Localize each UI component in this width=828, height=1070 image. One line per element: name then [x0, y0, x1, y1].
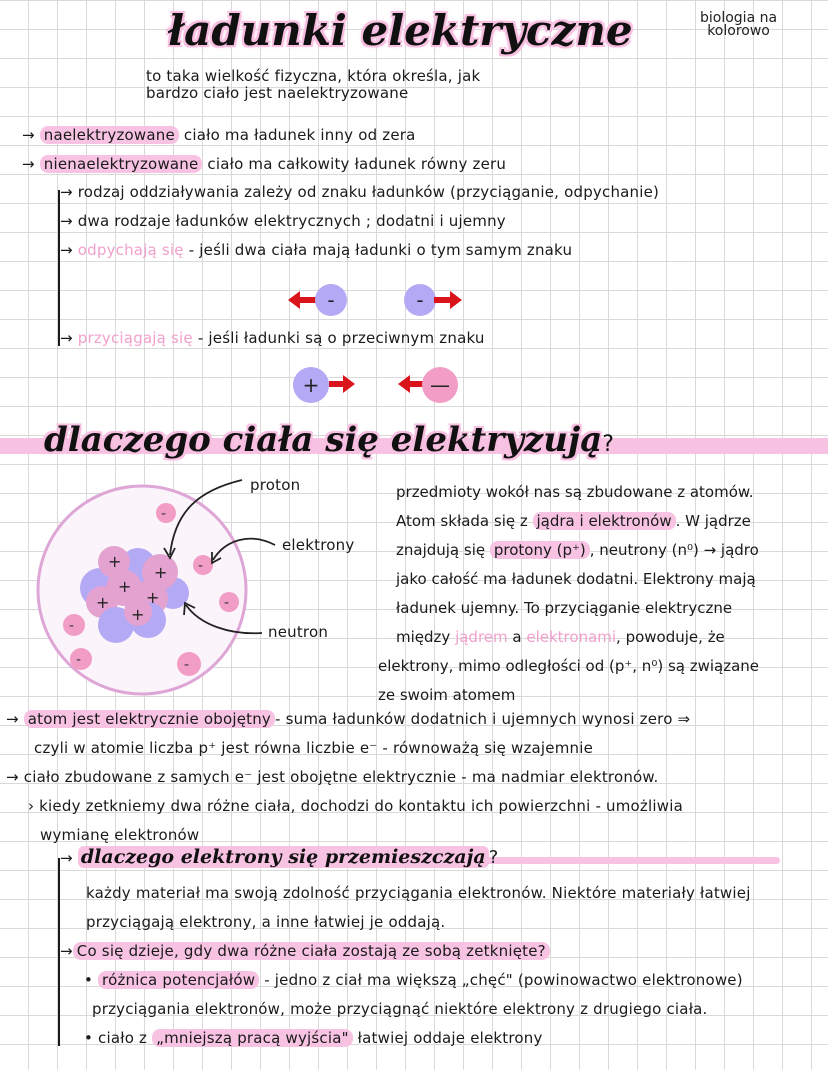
sub-item [60, 212, 506, 230]
arrow-icon: → [60, 212, 73, 230]
arrow-icon: → [60, 183, 73, 201]
bullet-item [84, 971, 743, 989]
bullet-text: łatwiej oddaje elektrony [352, 1029, 543, 1047]
brand-label [700, 12, 777, 38]
svg-text:-: - [69, 618, 75, 634]
svg-text:+: + [118, 577, 132, 596]
svg-text:+: + [146, 588, 160, 607]
question-line [60, 942, 550, 960]
text: . W jądrze [675, 512, 751, 530]
section-heading [44, 420, 614, 460]
text: znajdują się [396, 541, 490, 559]
definition-line-2: bardzo ciało jest naelektryzowane [146, 84, 409, 102]
svg-text:-: - [184, 657, 190, 673]
negative-charge: — [422, 367, 458, 403]
question-mark: ? [488, 847, 499, 868]
arrow-icon: → [60, 241, 73, 259]
brand-line-2: kolorowo [707, 23, 770, 39]
svg-text:+: + [108, 552, 122, 571]
highlight-term: jądra i elektronów [533, 512, 676, 530]
sub-item [60, 329, 485, 347]
list-item [6, 710, 690, 728]
paragraph-line [396, 623, 725, 652]
svg-text:-: - [224, 595, 230, 611]
bullet-text: - jedno z ciał ma większą „chęć" (powinowactwo elektronowe) [259, 971, 743, 989]
paragraph-line: elektrony, mimo odległości od (p⁺, n⁰) są związane [378, 657, 760, 675]
text: między [396, 628, 456, 646]
sub-item-text: rodzaj oddziaływania zależy od znaku ładunków (przyciąganie, odpychanie) [77, 183, 660, 201]
paragraph-line [396, 536, 759, 565]
sub-item-text: - jeśli ładunki są o przeciwnym znaku [192, 329, 485, 347]
paragraph-line: jako całość ma ładunek dodatni. Elektrony mają [396, 570, 756, 588]
svg-text:+: + [96, 593, 110, 612]
text: Atom składa się z [396, 512, 533, 530]
sub-item [60, 183, 659, 201]
svg-text:+: + [154, 563, 168, 582]
list-item [22, 126, 416, 144]
arrow-right-icon [434, 297, 452, 303]
bullet-item-cont: przyciągania elektronów, może przyciągnąć niektóre elektrony z drugiego ciała. [92, 1000, 708, 1018]
arrow-icon: → [60, 849, 73, 867]
highlight-term: nienaelektryzowane [40, 155, 203, 173]
item-text: ciało ma całkowity ładunek równy zeru [202, 155, 507, 173]
arrow-icon: → [6, 768, 19, 786]
text: , powoduje, że [616, 628, 725, 646]
heading-text: dlaczego ciała się elektryzują [44, 420, 603, 460]
svg-text:-: - [198, 558, 204, 574]
paragraph-line: ładunek ujemny. To przyciąganie elektryczne [396, 599, 733, 617]
sub-item-text: dwa rodzaje ładunków elektrycznych ; dodatni i ujemny [77, 212, 506, 230]
definition [146, 68, 480, 102]
chevron-icon: › [28, 797, 35, 815]
text: a [507, 628, 527, 646]
paragraph-line: przyciągają elektrony, a inne łatwiej je oddają. [86, 913, 446, 931]
highlight-term: różnica potencjałów [98, 971, 259, 989]
highlight-term: naelektryzowane [40, 126, 179, 144]
list-item [22, 155, 506, 173]
atom-diagram [0, 470, 380, 700]
svg-text:-: - [161, 506, 167, 522]
arrow-icon: → [60, 942, 73, 960]
list-item [6, 768, 658, 786]
arrow-icon: → [22, 126, 35, 144]
highlight-term: protony (p⁺) [490, 541, 590, 559]
sub-heading [60, 846, 499, 868]
arrow-icon: → [22, 155, 35, 173]
sub-item-text: - jeśli dwa ciała mają ładunki o tym samym znaku [183, 241, 573, 259]
label-electrons: elektrony [282, 536, 355, 554]
item-text: - suma ładunków dodatnich i ujemnych wynosi zero ⇒ [275, 710, 691, 728]
pink-term: elektronami [526, 628, 617, 646]
sub-item [60, 241, 572, 259]
definition-line-1: to taka wielkość fizyczna, która określa, jak [146, 67, 481, 85]
list-item-cont: wymianę elektronów [40, 826, 200, 844]
paragraph-line: przedmioty wokół nas są zbudowane z atomów. [396, 483, 754, 501]
heading-text: dlaczego elektrony się przemieszczają [78, 846, 489, 868]
arrow-right-icon [329, 381, 345, 387]
paragraph-line: każdy materiał ma swoją zdolność przyciągania elektronów. Niektóre materiały łatwiej [86, 884, 751, 902]
negative-charge: - [315, 284, 347, 316]
highlight-term: „mniejszą pracą wyjścia" [152, 1029, 353, 1047]
arrow-icon: → [60, 329, 73, 347]
list-item-cont: czyli w atomie liczba p⁺ jest równa liczbie e⁻ - równoważą się wzajemnie [34, 739, 594, 757]
negative-charge: - [404, 284, 436, 316]
paragraph-line [396, 507, 751, 536]
bullet-icon: • [84, 1029, 94, 1047]
item-text: ciało ma ładunek inny od zera [178, 126, 416, 144]
bullet-text: ciało z [98, 1029, 153, 1047]
text: , neutrony (n⁰) → jądro [589, 541, 759, 559]
highlight-term: atom jest elektrycznie obojętny [24, 710, 275, 728]
svg-text:-: - [76, 652, 82, 668]
pink-term: przyciągają się [77, 329, 193, 347]
bullet-item [84, 1029, 543, 1047]
list-item [28, 797, 683, 815]
svg-text:+: + [131, 605, 145, 624]
bullet-icon: • [84, 971, 94, 989]
paragraph-line: ze swoim atomem [378, 686, 516, 704]
pink-term: jądrem [455, 628, 508, 646]
highlight-question: Co się dzieje, gdy dwa różne ciała zostają ze sobą zetknięte? [73, 942, 550, 960]
question-mark: ? [602, 432, 614, 457]
arrow-icon: → [6, 710, 19, 728]
pink-term: odpychają się [77, 241, 184, 259]
item-text: kiedy zetkniemy dwa różne ciała, dochodzi do kontaktu ich powierzchni - umożliwia [39, 797, 683, 815]
label-neutron: neutron [268, 623, 329, 641]
positive-charge: + [293, 367, 329, 403]
item-text: ciało zbudowane z samych e⁻ jest obojętne elektrycznie - ma nadmiar elektronów. [23, 768, 659, 786]
label-proton: proton [250, 476, 301, 494]
brand-line-1: biologia na [700, 10, 778, 26]
page-title: ładunki elektryczne [168, 6, 633, 55]
